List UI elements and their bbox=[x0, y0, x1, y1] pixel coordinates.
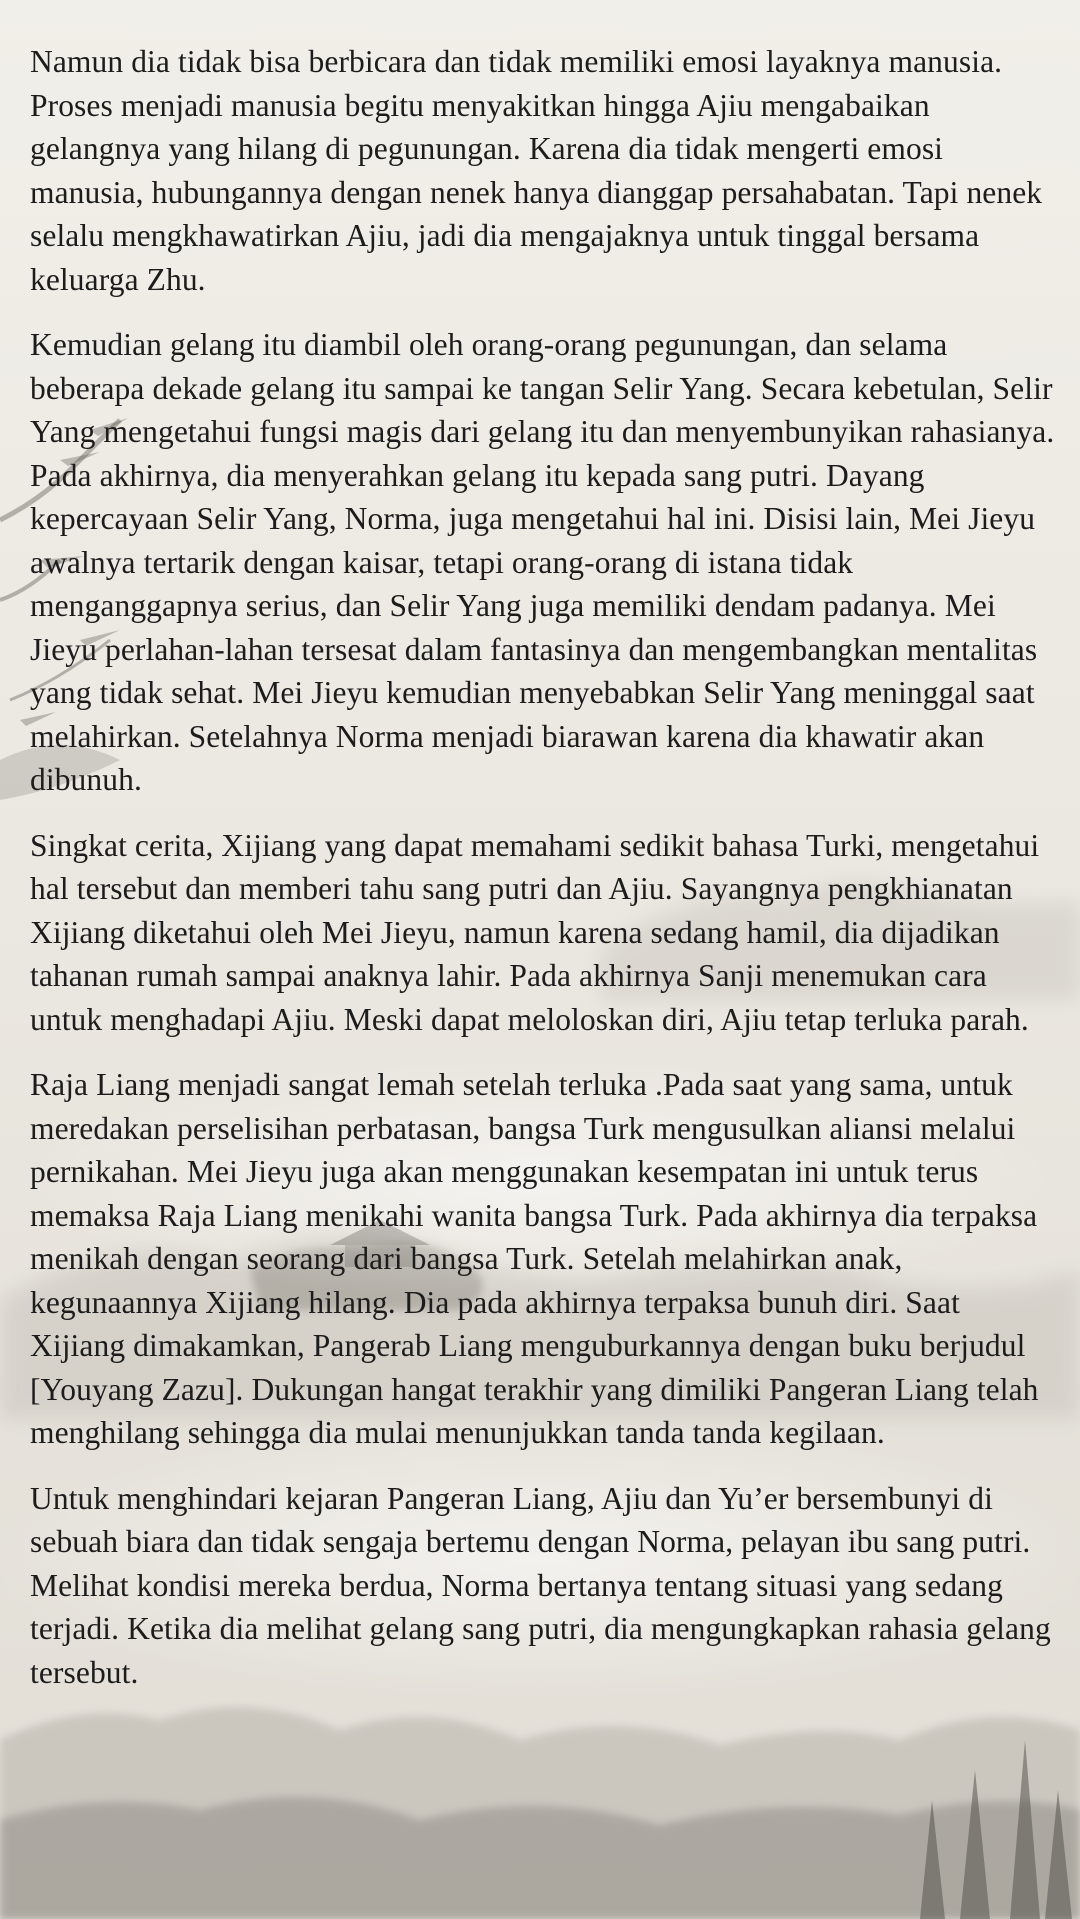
article-body bbox=[30, 40, 1060, 1716]
paragraph-3: Singkat cerita, Xijiang yang dapat memahami sedikit bahasa Turki, mengetahui hal tersebut dan memberi tahu sang putri dan Ajiu. Sayangnya pengkhianatan Xijiang diketahui oleh Mei Jieyu, namun karena sedang hamil, dia dijadikan tahanan rumah sampai anaknya lahir. Pada akhirnya Sanji menemukan cara untuk menghadapi Ajiu. Meski dapat meloloskan diri, Ajiu tetap terluka parah. bbox=[30, 827, 1040, 1037]
paragraph-1: Namun dia tidak bisa berbicara dan tidak memiliki emosi layaknya manusia. Proses menjadi manusia begitu menyakitkan hingga Ajiu mengabaikan gelangnya yang hilang di pegunungan. Karena dia tidak mengerti emosi manusia, hubungannya dengan nenek hanya dianggap persahabatan. Tapi nenek selalu mengkhawatirkan Ajiu, jadi dia mengajaknya untuk tinggal bersama keluarga Zhu. bbox=[30, 44, 1043, 297]
paragraph-4: Raja Liang menjadi sangat lemah setelah terluka .Pada saat yang sama, untuk meredakan perselisihan perbatasan, bangsa Turk mengusulkan aliansi melalui pernikahan. Mei Jieyu juga akan menggunakan kesempatan ini untuk terus memaksa Raja Liang menikahi wanita bangsa Turk. Pada akhirnya dia terpaksa menikah dengan seorang dari bangsa Turk. Setelah melahirkan anak, kegunaannya Xijiang hilang. Dia pada akhirnya terpaksa bunuh diri. Saat Xijiang dimakamkan, Pangerab Liang menguburkannya dengan buku berjudul [Youyang Zazu]. Dukungan hangat terakhir yang dimiliki Pangeran Liang telah menghilang sehingga dia mulai menunjukkan tanda tanda kegilaan. bbox=[30, 1067, 1039, 1450]
paragraph-5: Untuk menghindari kejaran Pangeran Liang, Ajiu dan Yu’er bersembunyi di sebuah biara dan tidak sengaja bertemu dengan Norma, pelayan ibu sang putri. Melihat kondisi mereka berdua, Norma bertanya tentang situasi yang sedang terjadi. Ketika dia melihat gelang sang putri, dia mengungkapkan rahasia gelang tersebut. bbox=[30, 1480, 1051, 1690]
paragraph-2: Kemudian gelang itu diambil oleh orang-orang pegunungan, dan selama beberapa dekade gelang itu sampai ke tangan Selir Yang. Secara kebetulan, Selir Yang mengetahui fungsi magis dari gelang itu dan menyembunyikan rahasianya. Pada akhirnya, dia menyerahkan gelang itu kepada sang putri. Dayang kepercayaan Selir Yang, Norma, juga mengetahui hal ini. Disisi lain, Mei Jieyu awalnya tertarik dengan kaisar, tetapi orang-orang di istana tidak menganggapnya serius, dan Selir Yang juga memiliki dendam padanya. Mei Jieyu perlahan-lahan tersesat dalam fantasinya dan mengembangkan mentalitas yang tidak sehat. Mei Jieyu kemudian menyebabkan Selir Yang meninggal saat melahirkan. Setelahnya Norma menjadi biarawan karena dia khawatir akan dibunuh. bbox=[30, 327, 1055, 797]
